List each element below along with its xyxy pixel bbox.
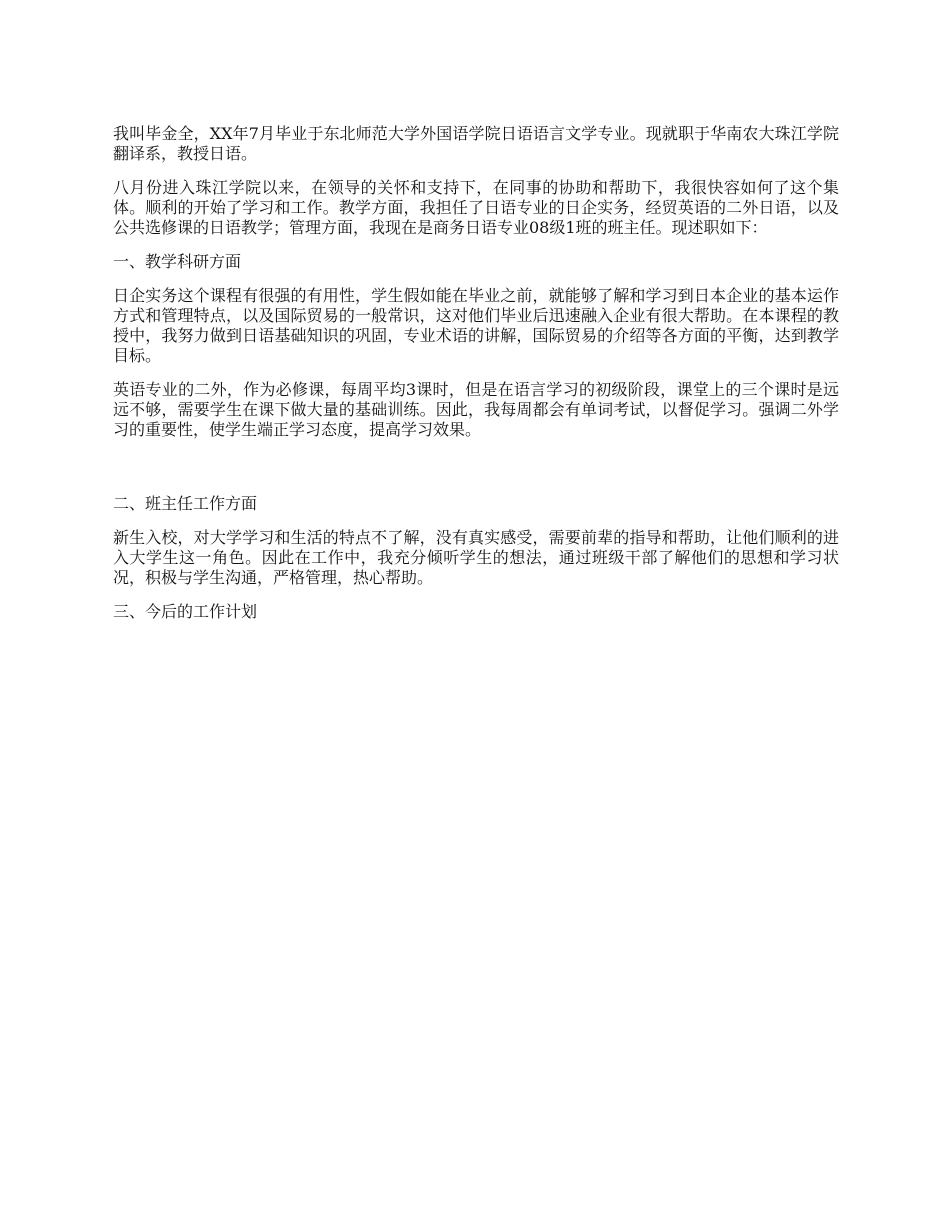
section-heading-teaching-research: 一、教学科研方面 [113,252,242,271]
teaching-paragraph-second-language: 英语专业的二外，作为必修课，每周平均3课时，但是在语言学习的初级阶段，课堂上的三个课时是远远不够，需要学生在课下做大量的基础训练。因此，我每周都会有单词考试，以督促学习。强调二外学习的重要性，使学生端正学习态度，提高学习效果。 [113,380,839,439]
class-teacher-paragraph: 新生入校，对大学学习和生活的特点不了解，没有真实感受，需要前辈的指导和帮助，让他们顺利的进入大学生这一角色。因此在工作中，我充分倾听学生的想法，通过班级干部了解他们的思想和学习状况，积极与学生沟通，严格管理，热心帮助。 [113,528,839,587]
section-heading-class-teacher: 二、班主任工作方面 [113,494,258,513]
section-spacer [113,454,839,494]
intro-paragraph: 我叫毕金全，XX年7月毕业于东北师范大学外国语学院日语语言文学专业。现就职于华南农大珠江学院翻译系，教授日语。 [113,124,839,163]
document-body [113,124,839,636]
teaching-paragraph-japanese-business: 日企实务这个课程有很强的有用性，学生假如能在毕业之前，就能够了解和学习到日本企业的基本运作方式和管理特点，以及国际贸易的一般常识，这对他们毕业后迅速融入企业有很大帮助。在本课程的教授中，我努力做到日语基础知识的巩固，专业术语的讲解，国际贸易的介绍等各方面的平衡，达到教学目标。 [113,286,839,365]
section-heading-future-plan: 三、今后的工作计划 [113,602,258,621]
overview-paragraph: 八月份进入珠江学院以来，在领导的关怀和支持下，在同事的协助和帮助下，我很快容如何了这个集体。顺利的开始了学习和工作。教学方面，我担任了日语专业的日企实务，经贸英语的二外日语，以及公共选修课的日语教学；管理方面，我现在是商务日语专业08级1班的班主任。现述职如下： [113,178,839,237]
